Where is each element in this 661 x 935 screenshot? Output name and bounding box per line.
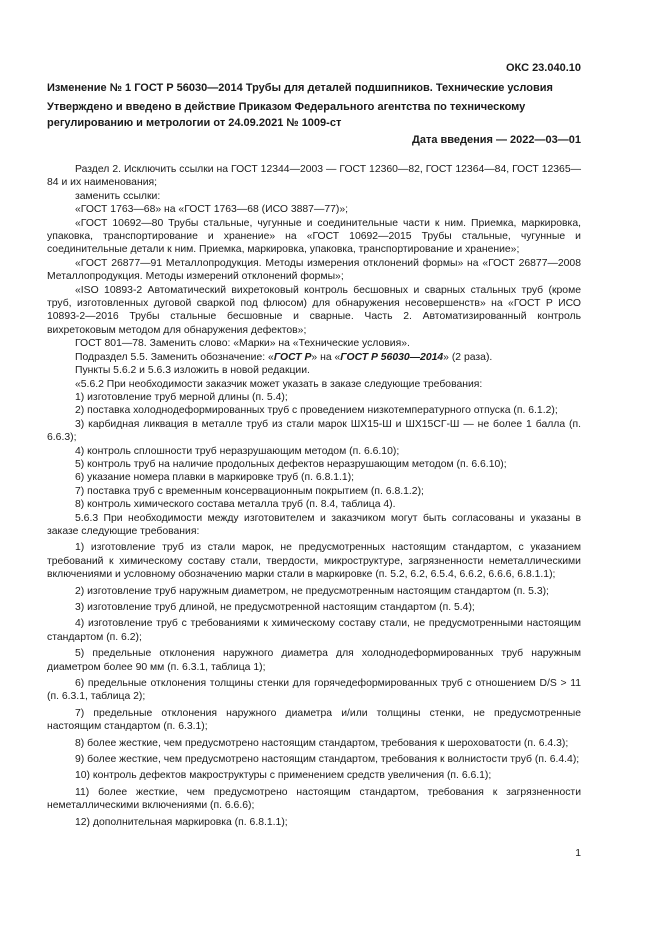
body-paragraph: Пункты 5.6.2 и 5.6.3 изложить в новой редакции. bbox=[75, 365, 310, 377]
list-item: 8) контроль химического состава металла труб (п. 8.4, таблица 4). bbox=[75, 499, 396, 511]
list-item: 10) контроль дефектов макроструктуры с применением средств увеличения (п. 6.6.1); bbox=[75, 770, 492, 782]
list-item: 5) контроль труб на наличие продольных дефектов неразрушающим методом (п. 6.6.10); bbox=[75, 458, 507, 470]
new-designation: ГОСТ Р 56030—2014 bbox=[340, 351, 444, 363]
old-designation: ГОСТ Р bbox=[273, 351, 312, 363]
list-item: 9) более жесткие, чем предусмотрено настоящим стандартом, требования к волнистости труб (п. 6.4.4); bbox=[75, 754, 580, 766]
okc-code: ОКС 23.040.10 bbox=[505, 62, 581, 74]
list-item: 5) предельные отклонения наружного диаметра для холоднодеформированных труб наружным диаметром более 90 мм (п. 6.3.1, таблица 1); bbox=[47, 648, 581, 673]
list-item: 7) поставка труб с временным консервационным покрытием (п. 6.8.1.2); bbox=[75, 485, 424, 497]
page-number: 1 bbox=[575, 848, 581, 859]
body-paragraph: «5.6.2 При необходимости заказчик может указать в заказе следующие требования: bbox=[75, 378, 483, 390]
list-item: 4) изготовление труб с требованиями к химическому составу стали, не предусмотренными настоящим стандартом (п. 6.2); bbox=[47, 618, 581, 643]
list-item: 6) предельные отклонения толщины стенки для горячедеформированных труб с отношением D/S > 11 (п. 6.3.1, таблица 2); bbox=[47, 678, 581, 703]
effective-date: Дата введения — 2022—03—01 bbox=[412, 134, 581, 146]
list-item: 6) указание номера плавки в маркировке труб (п. 6.8.1.1); bbox=[75, 472, 355, 484]
list-item: 7) предельные отклонения наружного диаметра и/или толщины стенки, не предусмотренные настоящим стандартом (п. 6.3.1); bbox=[47, 707, 581, 733]
list-item: 2) изготовление труб наружным диаметром, не предусмотренным настоящим стандартом (п. 5.3); bbox=[75, 585, 549, 597]
list-item: 1) изготовление труб мерной длины (п. 5.4); bbox=[75, 391, 288, 403]
list-item: 11) более жесткие, чем предусмотрено настоящим стандартом, требования к загрязненности неметаллическими включениями (п. 6.6.6); bbox=[47, 786, 581, 812]
designation-text: » (2 раза). bbox=[443, 351, 493, 363]
body-paragraph: «ISO 10893-2 Автоматический вихретоковый контроль бесшовных и сварных стальных труб (кроме труб, изготовленных дуговой сваркой под флюсом) для обнаружения несовершенств» на «ГОСТ Р ИСО 10893-2—2016 Трубы стальные бесшовные и сварные. Часть 2. Автоматизированный контроль вихретоковым методом для обнаружения дефектов»; bbox=[47, 284, 581, 336]
body-paragraph: «ГОСТ 1763—68» на «ГОСТ 1763—68 (ИСО 3887—77)»; bbox=[75, 204, 349, 216]
list-item: 3) изготовление труб длиной, не предусмотренной настоящим стандартом (п. 5.4); bbox=[75, 602, 475, 613]
body-paragraph: заменить ссылки: bbox=[75, 190, 161, 202]
list-item: 1) изготовление труб из стали марок, не предусмотренных настоящим стандартом, с указанием требований к химическому составу стали, твердости, микроструктуре, загрязненности неметаллическими включениями и условному обозначению марки стали в маркировке (п. 5.2, 6.2, 6.5.4, 6.6.2, 6.6.6, 6.8.1.1); bbox=[47, 542, 581, 581]
approval-statement: Утверждено и введено в действие Приказом Федерального агентства по техническому регулированию и метрологии от 24.09.2021 № 1009-ст bbox=[47, 101, 526, 129]
list-item: 3) карбидная ликвация в металле труб из стали марок ШХ15-Ш и ШХ15СГ-Ш — не более 1 балла (п. 6.6.3); bbox=[47, 418, 581, 444]
document-body bbox=[47, 163, 581, 829]
designation-text: » на « bbox=[311, 351, 341, 363]
amendment-title: Изменение № 1 ГОСТ Р 56030—2014 Трубы для деталей подшипников. Технические условия bbox=[47, 82, 553, 94]
body-paragraph: ГОСТ 801—78. Заменить слово: «Марки» на «Технические условия». bbox=[75, 338, 410, 350]
designation-text: Подраздел 5.5. Заменить обозначение: « bbox=[75, 351, 274, 363]
list-item: 4) контроль сплошности труб неразрушающим методом (п. 6.6.10); bbox=[75, 445, 400, 457]
body-paragraph: «ГОСТ 10692—80 Трубы стальные, чугунные и соединительные части к ним. Приемка, маркировка, упаковка, транспортирование и хранение» на «ГОСТ 10692—2015 Трубы стальные, чугунные и соединительные детали к ним. Приемка, маркировка, упаковка, транспортирование и хранение»; bbox=[47, 217, 581, 256]
body-paragraph: Раздел 2. Исключить ссылки на ГОСТ 12344—2003 — ГОСТ 12360—82, ГОСТ 12364—84, ГОСТ 12365—84 и их наименования; bbox=[47, 164, 581, 189]
body-paragraph: 5.6.3 При необходимости между изготовителем и заказчиком могут быть согласованы и указаны в заказе следующие требования: bbox=[47, 512, 581, 537]
list-item: 12) дополнительная маркировка (п. 6.8.1.1); bbox=[75, 816, 288, 828]
list-item: 8) более жесткие, чем предусмотрено настоящим стандартом, требования к шероховатости (п. 6.4.3); bbox=[75, 737, 569, 749]
list-item: 2) поставка холоднодеформированных труб с проведением низкотемпературного отпуска (п. 6.1.2); bbox=[75, 405, 558, 417]
designation-paragraph bbox=[47, 351, 581, 364]
body-paragraph: «ГОСТ 26877—91 Металлопродукция. Методы измерения отклонений формы» на «ГОСТ 26877—2008 Металлопродукция. Методы измерений отклонений формы»; bbox=[47, 257, 581, 283]
